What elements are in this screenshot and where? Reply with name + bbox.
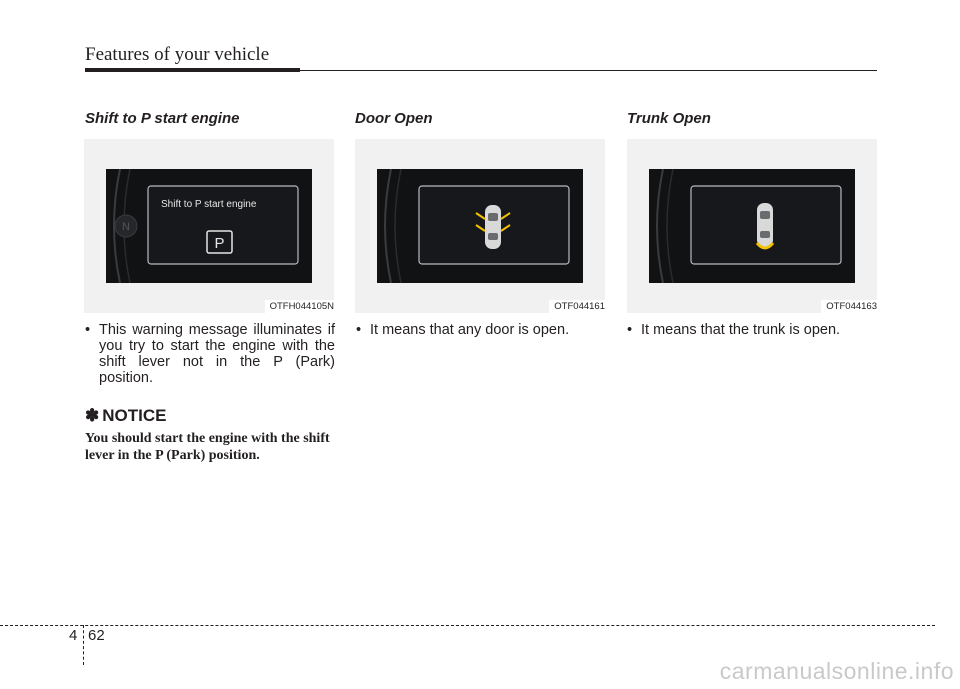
page-number: 62 bbox=[88, 627, 105, 644]
notice-title-text: NOTICE bbox=[102, 406, 167, 425]
figure-code: OTF044161 bbox=[549, 300, 605, 313]
car-top-view-icon bbox=[757, 203, 773, 247]
figure-door-open bbox=[355, 139, 605, 313]
section-title-trunk-open: Trunk Open bbox=[627, 110, 711, 127]
cluster-display bbox=[106, 169, 312, 283]
figure-shift-to-p bbox=[84, 139, 334, 313]
gear-p-label: P bbox=[214, 235, 225, 252]
notice-title bbox=[85, 406, 166, 426]
car-top-view-icon bbox=[485, 205, 501, 249]
section-title-shift-to-p: Shift to P start engine bbox=[85, 110, 240, 127]
bullet-text: It means that the trunk is open. bbox=[641, 322, 841, 338]
figure-code: OTFH044105N bbox=[265, 300, 334, 313]
notice-body: You should start the engine with the shift lever in the P (Park) position. bbox=[85, 431, 330, 463]
watermark: carmanualsonline.info bbox=[719, 658, 954, 684]
bullet-text: It means that any door is open. bbox=[370, 322, 570, 338]
footer-rule bbox=[0, 625, 935, 626]
header-rule bbox=[300, 70, 877, 71]
notice-mark-icon: ✽ bbox=[85, 406, 100, 425]
cluster-display-graphic bbox=[649, 169, 855, 283]
bullet-glyph: • bbox=[85, 322, 91, 338]
cluster-display bbox=[649, 169, 855, 283]
bullet-trunk-open bbox=[627, 322, 877, 338]
bullet-shift-to-p bbox=[85, 322, 335, 386]
svg-text:N: N bbox=[122, 221, 130, 233]
header-bar bbox=[85, 68, 300, 72]
chapter-number: 4 bbox=[69, 627, 78, 644]
figure-code: OTF044163 bbox=[821, 300, 877, 313]
page-header-title: Features of your vehicle bbox=[85, 44, 270, 65]
figure-trunk-open bbox=[627, 139, 877, 313]
bullet-text: This warning message illuminates if you try to start the engine with the shift lever not in the P (Park) position. bbox=[99, 322, 335, 386]
footer-divider bbox=[83, 625, 84, 665]
bullet-glyph: • bbox=[356, 322, 362, 338]
cluster-display-graphic bbox=[377, 169, 583, 283]
bullet-door-open bbox=[356, 322, 606, 338]
screen-warning-text: Shift to P start engine bbox=[161, 199, 257, 210]
cluster-display bbox=[377, 169, 583, 283]
cluster-display-graphic bbox=[106, 169, 312, 283]
bullet-glyph: • bbox=[627, 322, 633, 338]
section-title-door-open: Door Open bbox=[355, 110, 433, 127]
